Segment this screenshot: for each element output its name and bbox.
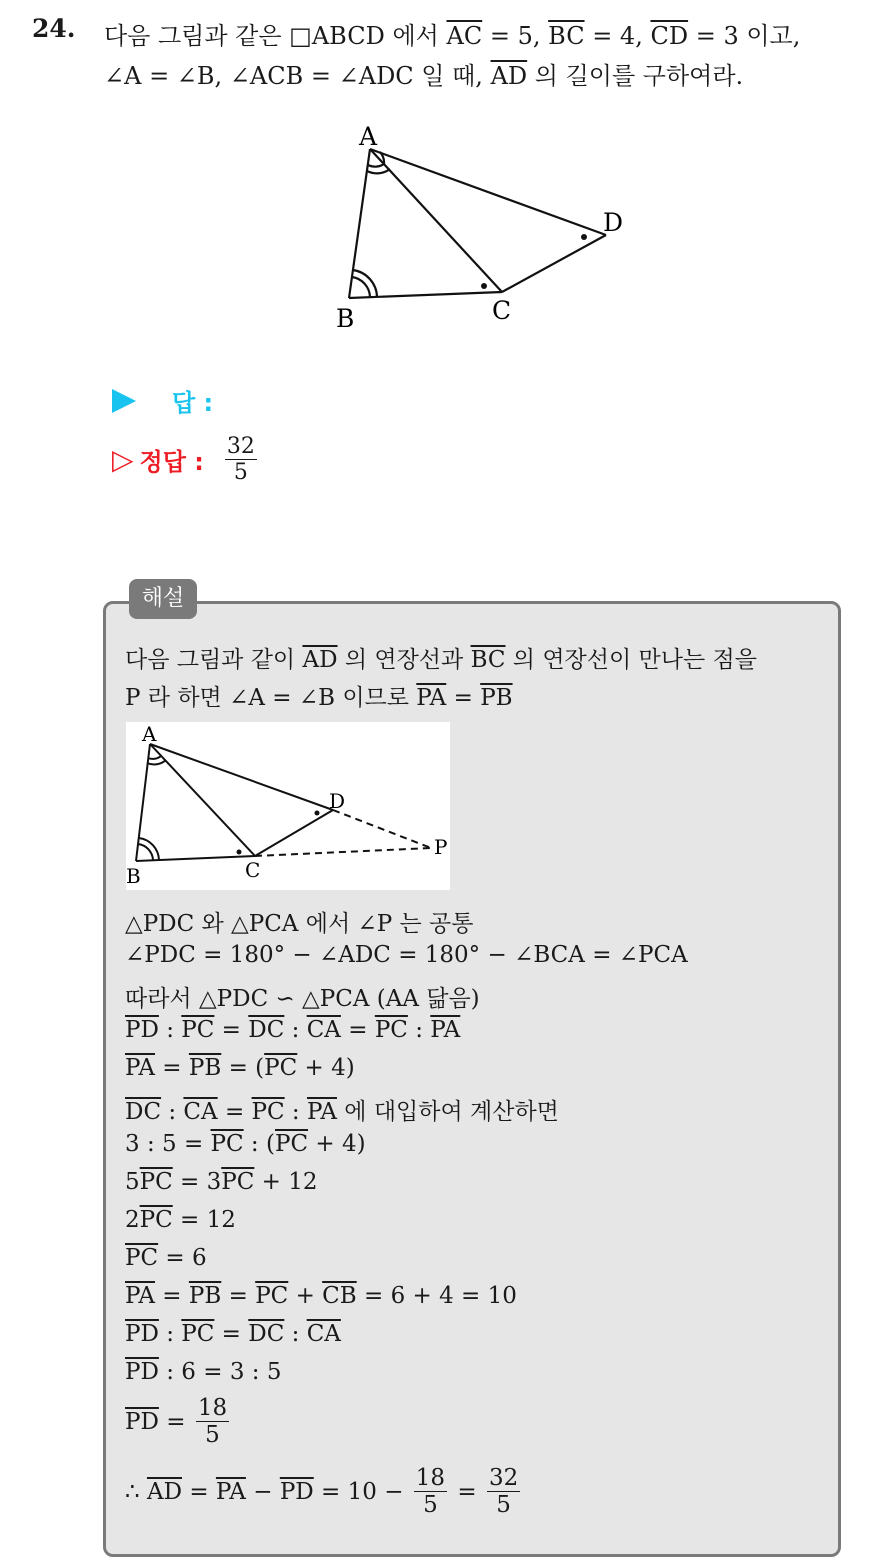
solution-line8: $5\overline{PC} = 3\overline{PC} + 12$ <box>125 1169 318 1195</box>
solution-line6: $\overline{DC}$ : $\overline{CA} = \overline{PC}$ : $\overline{PA}$ 에 대입하여 계산하면 <box>125 1099 559 1125</box>
solution-line13: $\overline{PD}$ : 6 = 3 : 5 <box>125 1359 282 1385</box>
side-da <box>370 149 606 235</box>
solution-line10: $\overline{PC} = 6$ <box>125 1245 207 1271</box>
label-b: B <box>336 304 355 332</box>
fig2-label-p: P <box>434 835 448 859</box>
angle-a-arc2 <box>367 169 390 173</box>
correct-answer-label: 정답 : <box>139 448 204 477</box>
fig2-label-a: A <box>142 722 157 746</box>
solution-line5: $\overline{PA} = \overline{PB} = (\overline{PC} + 4)$ <box>125 1055 355 1081</box>
solution-line1: △PDC 와 △PCA 에서 ∠P 는 공통 <box>125 911 474 937</box>
solution-line14: $\overline{PD}$ = $\frac{18}{5}$ <box>125 1395 228 1449</box>
extended-figure <box>126 722 450 890</box>
side-bc <box>349 292 502 298</box>
correct-answer-row <box>112 434 260 486</box>
solution-line11: $\overline{PA} = \overline{PB} = \overline{PC} + \overline{CB} = 6 + 4 = 10$ <box>125 1283 517 1309</box>
fig2-label-c: C <box>245 858 261 882</box>
fig2-label-d: D <box>329 789 346 813</box>
label-a: A <box>359 122 378 151</box>
outline-triangle-icon: ▷ <box>112 443 134 477</box>
label-c: C <box>492 296 512 325</box>
solution-intro-line2: P 라 하면 ∠A = ∠B 이므로 $\overline{PA} = \overline{PB}$ <box>125 685 513 711</box>
solution-line12: $\overline{PD}$ : $\overline{PC} = \overline{DC}$ : $\overline{CA}$ <box>125 1321 341 1347</box>
fig2-label-b: B <box>126 864 141 888</box>
question-text-line2: ∠A = ∠B, ∠ACB = ∠ADC 일 때, $\overline{AD}$ 의 길이를 구하여라. <box>104 62 744 90</box>
solution-line7: 3 : $5 = \overline{PC}$ : $(\overline{PC} + 4)$ <box>125 1131 366 1157</box>
solution-line2: ∠PDC = 180° − ∠ADC = 180° − ∠BCA = ∠PCA <box>125 942 688 968</box>
answer-row <box>112 383 213 418</box>
question-number: 24. <box>32 14 76 43</box>
extended-figure-panel <box>126 722 450 890</box>
solution-tab: 해설 <box>129 579 197 619</box>
quadrilateral-figure <box>330 112 630 332</box>
question-text-line1: 다음 그림과 같은 □ABCD 에서 $\overline{AC} = 5$, $\overline{BC} = 4$, $\overline{CD} = 3$ 이고, <box>104 22 801 50</box>
correct-answer-fraction: $\frac{32}{5}$ <box>226 434 255 486</box>
angle-c-dot <box>481 283 487 289</box>
solution-intro-line1: 다음 그림과 같이 $\overline{AD}$ 의 연장선과 $\overline{BC}$ 의 연장선이 만나는 점을 <box>125 647 757 673</box>
side-cd <box>502 235 606 292</box>
angle-d-dot <box>581 234 587 240</box>
label-d: D <box>603 208 624 237</box>
solution-line3: 따라서 △PDC ∽ △PCA (AA 닮음) <box>125 986 480 1012</box>
play-triangle-icon <box>112 389 136 413</box>
solution-line4: $\overline{PD}$ : $\overline{PC} = \overline{DC}$ : $\overline{CA} = \overline{PC}$ : $\overline{PA}$ <box>125 1017 461 1043</box>
answer-label: 답 : <box>172 389 214 417</box>
solution-line9: $2\overline{PC} = 12$ <box>125 1207 236 1233</box>
angle-a-arc1 <box>368 164 384 167</box>
angle-b-arc1 <box>352 277 370 297</box>
solution-line15: ∴ $\overline{AD}$ = $\overline{PA}$ − $\overline{PD}$ = 10 − $\frac{18}{5}$ = $\frac{32}{5}$ <box>125 1465 519 1519</box>
